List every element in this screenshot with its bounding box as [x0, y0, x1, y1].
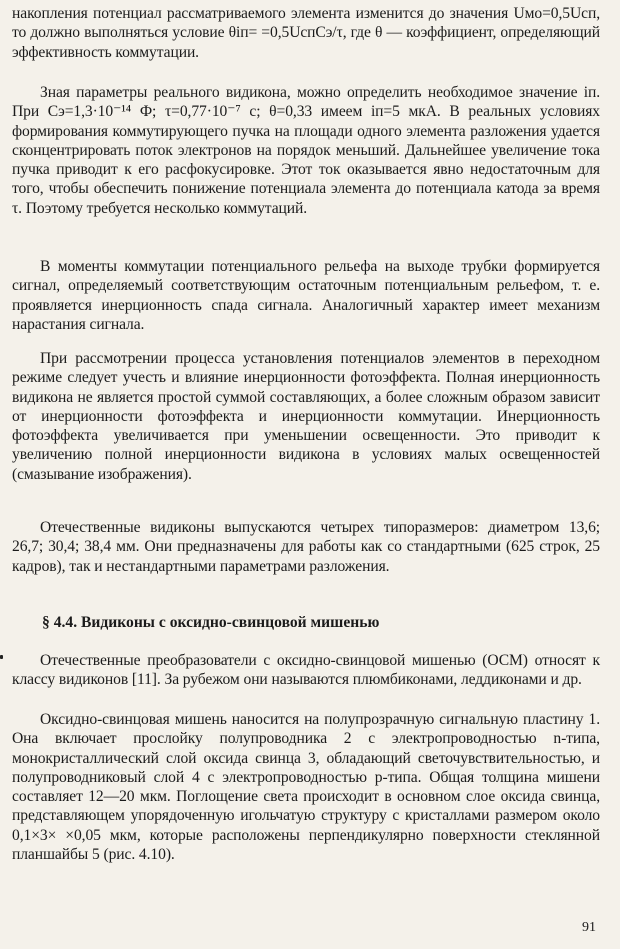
paragraph-osm-target: Оксидно-свинцовая мишень наносится на полупрозрачную сигнальную пластину 1. Она включает прослойку полупроводника 2 с электропроводностью n-типа, монокристаллический слой оксида свинца 3, обладающий светочувствительностью, и полупроводниковый слой 4 с электропроводностью p-типа. Общая толщина мишени составляет 12—20 мкм. Поглощение света происходит в основном слое оксида свинца, представляющем упорядоченную игольчатую структуру с кристаллами размером около 0,1×3× ×0,05 мкм, которые расположены перпендикулярно поверхности стеклянной планшайбы 5 (рис. 4.10).	[12, 711, 600, 864]
paragraph-beam-current: Зная параметры реального видикона, можно определить необходимое значение iп. При Cэ=1,3·10⁻¹⁴ Ф; τ=0,77·10⁻⁷ с; θ=0,33 имеем iп=5 мкА. В реальных условиях формирования коммутирующего пучка на площади одного элемента разложения удается сконцентрировать поток электронов на порядок меньший. Дальнейшее увеличение тока пучка приводит к его расфокусировке. Этот ток оказывается явно недостаточным для того, чтобы обеспечить понижение потенциала элемента до потенциала катода за время τ. Поэтому требуется несколько коммутаций.	[12, 84, 600, 217]
paragraph-osm-intro: Отечественные преобразователи с оксидно-свинцовой мишенью (ОСМ) относят к классу видиконов [11]. За рубежом они называются плюмбиконами, леддиконами и др.	[12, 652, 600, 689]
paragraph-vidicon-sizes: Отечественные видиконы выпускаются четырех типоразмеров: диаметром 13,6; 26,7; 30,4; 38,4 мм. Они предназначены для работы как со стандартными (625 строк, 25 кадров), так и нестандартными параметрами разложения.	[12, 519, 600, 575]
paragraph-signal-formation: В моменты коммутации потенциального рельефа на выходе трубки формируется сигнал, определяемый соответствующим остаточным потенциальным рельефом, т. е. проявляется инерционность спада сигнала. Аналогичный характер имеет механизм нарастания сигнала.	[12, 258, 600, 333]
paragraph-commutation-condition: накопления потенциал рассматриваемого элемента изменится до значения Uмо=0,5Uсп, то должно выполняться условие θiп= =0,5UспCэ/τ, где θ — коэффициент, определяющий эффективность коммутации.	[12, 5, 600, 61]
margin-mark	[0, 655, 3, 659]
section-heading: § 4.4. Видиконы с оксидно-свинцовой мишенью	[42, 614, 380, 631]
book-page	[12, 0, 600, 949]
paragraph-photoeffect-inertia: При рассмотрении процесса установления потенциалов элементов в переходном режиме следует учесть и влияние инерционности фотоэффекта. Полная инерционность видикона не является простой суммой составляющих, а более сложным образом зависит от инерционности фотоэффекта и инерционности коммутации. Инерционность фотоэффекта увеличивается при уменьшении освещенности. Это приводит к увеличению полной инерционности видикона в условиях малых освещенностей (смазывание изображения).	[12, 350, 600, 483]
page-number: 91	[582, 920, 596, 935]
